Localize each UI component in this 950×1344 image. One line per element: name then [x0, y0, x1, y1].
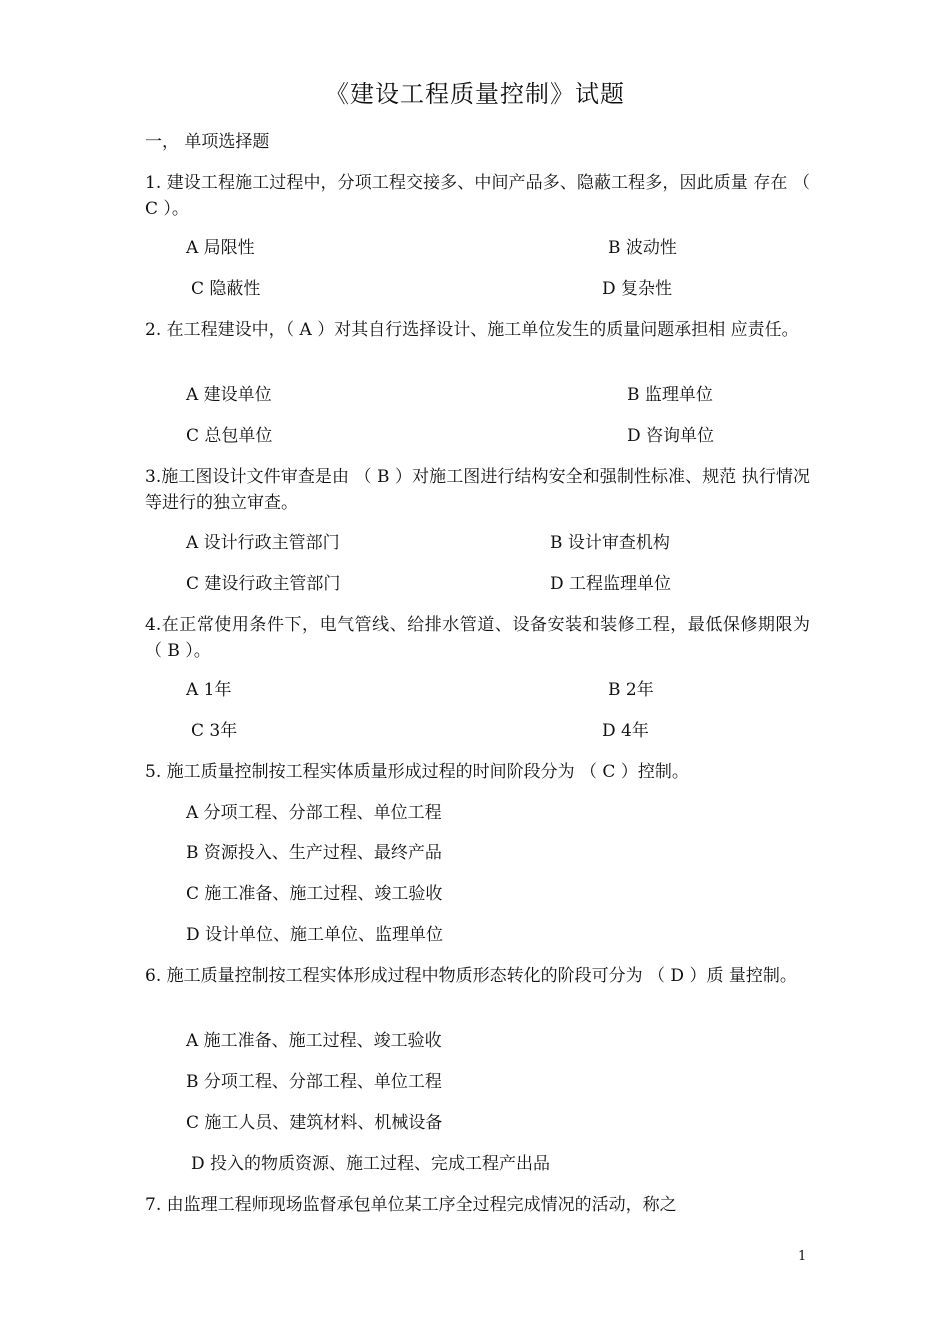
- q4-option-a: A 1年: [186, 680, 232, 700]
- section-heading: 一， 单项选择题: [145, 132, 270, 152]
- question-4: 4.在正常使用条件下，电气管线、给排水管道、设备安装和装修工程，最低保修期限为 （ B ）。: [145, 615, 810, 661]
- q1-option-d: D 复杂性: [602, 279, 673, 299]
- q6-option-a: A 施工准备、施工过程、竣工验收: [186, 1031, 442, 1051]
- q2-option-d: D 咨询单位: [627, 426, 715, 446]
- q2-option-b: B 监理单位: [627, 385, 713, 405]
- q3-option-b: B 设计审查机构: [550, 533, 670, 553]
- q6-option-d: D 投入的物质资源、施工过程、完成工程产出品: [191, 1154, 551, 1174]
- question-6: 6. 施工质量控制按工程实体形成过程中物质形态转化的阶段可分为 （ D ）质 量控制。: [145, 966, 797, 986]
- q5-option-d: D 设计单位、施工单位、监理单位: [186, 925, 444, 945]
- q3-option-d: D 工程监理单位: [550, 574, 672, 594]
- q3-option-a: A 设计行政主管部门: [186, 533, 340, 553]
- q4-option-b: B 2年: [608, 680, 654, 700]
- q4-option-c: C 3年: [191, 721, 238, 741]
- q1-option-c: C 隐蔽性: [191, 279, 261, 299]
- q5-option-b: B 资源投入、生产过程、最终产品: [186, 843, 442, 863]
- q5-option-c: C 施工准备、施工过程、竣工验收: [186, 884, 443, 904]
- question-3: 3.施工图设计文件审查是由 （ B ）对施工图进行结构安全和强制性标准、规范 执行情况等进行的独立审查。: [145, 467, 810, 513]
- document-title: 《建设工程质量控制》试题: [325, 80, 625, 108]
- q4-option-d: D 4年: [602, 721, 649, 741]
- question-5: 5. 施工质量控制按工程实体质量形成过程的时间阶段分为 （ C ）控制。: [145, 762, 689, 782]
- q2-option-a: A 建设单位: [186, 385, 272, 405]
- q5-option-a: A 分项工程、分部工程、单位工程: [186, 803, 442, 823]
- q2-option-c: C 总包单位: [186, 426, 273, 446]
- question-2: 2. 在工程建设中，（ A ）对其自行选择设计、施工单位发生的质量问题承担相 应责任。: [145, 320, 799, 340]
- q1-option-a: A 局限性: [186, 238, 255, 258]
- question-1: 1. 建设工程施工过程中，分项工程交接多、中间产品多、隐蔽工程多，因此质量 存在 （ C ）。: [145, 173, 810, 219]
- q6-option-c: C 施工人员、建筑材料、机械设备: [186, 1113, 443, 1133]
- page-number: 1: [798, 1249, 807, 1264]
- q6-option-b: B 分项工程、分部工程、单位工程: [186, 1072, 442, 1092]
- question-7: 7. 由监理工程师现场监督承包单位某工序全过程完成情况的活动，称之: [145, 1195, 677, 1215]
- q3-option-c: C 建设行政主管部门: [186, 574, 341, 594]
- q1-option-b: B 波动性: [608, 238, 677, 258]
